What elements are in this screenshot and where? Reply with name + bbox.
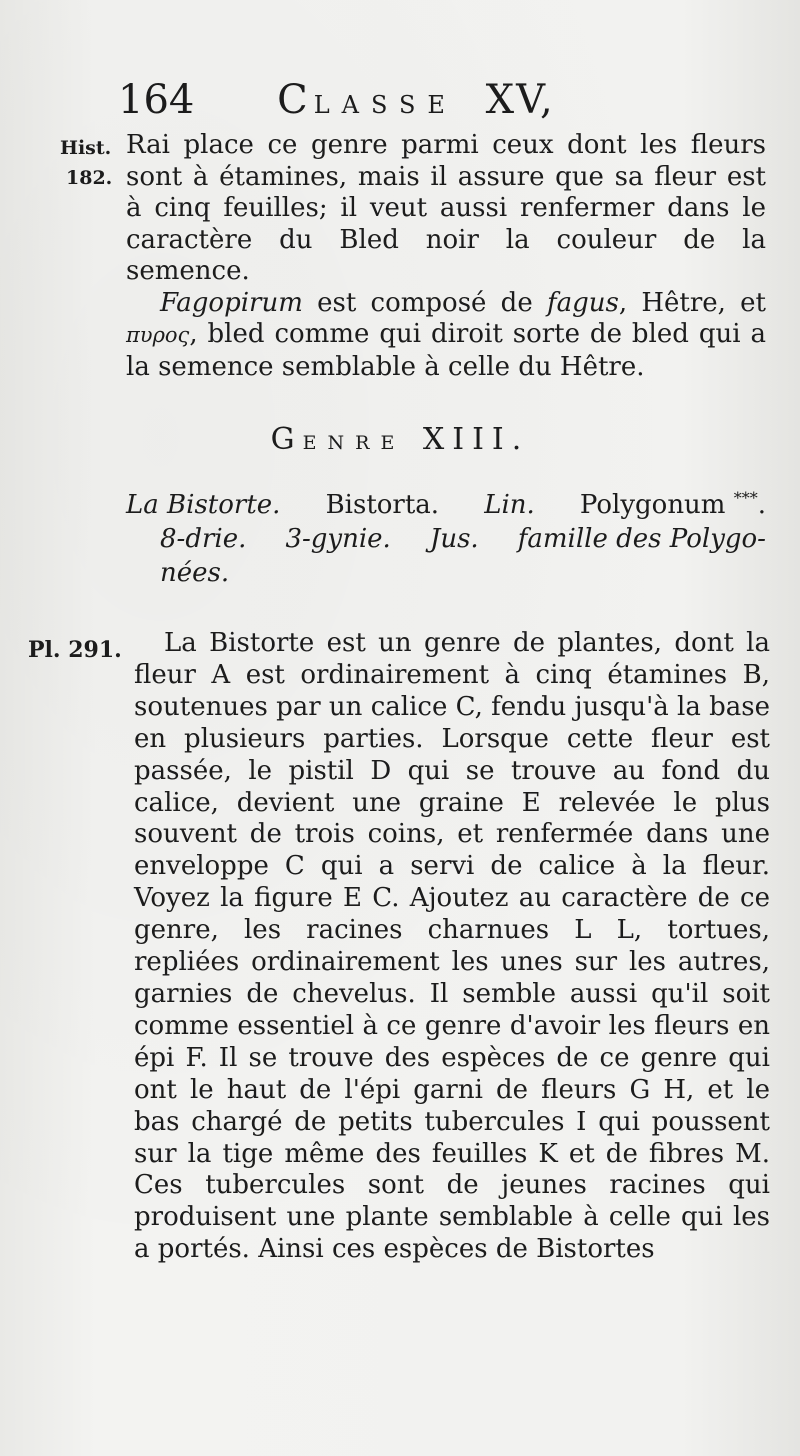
intro-text-span: est composé de — [302, 287, 547, 318]
margin-note-hist: Hist. — [60, 137, 112, 159]
class-heading — [277, 77, 457, 123]
class-trigynia: 3-gynie. — [285, 524, 391, 554]
description-paragraph: La Bistorte est un genre de plantes, dont la fleur A est ordinairement à cinq étamines B, soutenues par un calice C, fendu jusqu'à la base en plusieurs parties. Lorsque cette fleur est passée, le pistil D qui se trouve au fond du calice, devient une graine E relevée le plus souvent de trois coins, et renfermée dans une enveloppe C qui a servi de calice à la fleur. Voyez la figure E C. Ajoutez au caractère de ce genre, les racines charnues L L, tortues, repliées ordinairement les unes sur les autres, garnies de chevelus. Il semble aussi qu'il soit comme essentiel à ce genre d'avoir les fleurs en épi F. Il se trouve des espèces de ce genre qui ont le haut de l'épi garni de fleurs G H, et le bas chargé de petits tubercules I qui poussent sur la tige même des feuilles K et de fibres M. Ces tubercules sont de jeunes racines qui produisent une plante semblable à celle qui les a portés. Ainsi ces espèces de Bistortes — [134, 628, 770, 1265]
end-period: . — [757, 490, 766, 520]
lin-abbrev: Lin. — [484, 490, 535, 520]
genus-title — [126, 488, 766, 590]
class-heading-rest: LASSE — [313, 91, 457, 119]
genre-number: XIII. — [422, 422, 530, 457]
intro-text-span: , Hêtre, et — [618, 287, 767, 318]
description-text — [134, 628, 770, 1266]
fagopirum-word: Fagopirum — [160, 287, 303, 318]
genus-title-line-2 — [126, 522, 766, 556]
linnaeus-name — [580, 488, 766, 522]
family-name-end: nées. — [160, 558, 230, 588]
intro-paragraph-1 — [126, 130, 766, 288]
genre-heading — [0, 420, 800, 463]
jus-abbrev: Jus. — [429, 524, 479, 554]
genre-initial: G — [270, 422, 303, 457]
fagus-word: fagus — [546, 287, 619, 318]
class-number: XV, — [485, 77, 555, 123]
intro-paragraph-2 — [126, 288, 766, 384]
intro-text-span: , bled comme qui diroit sorte de bled qui a la semence semblable à celle du Hêtre. — [126, 319, 766, 382]
margin-note-hist-ref: 182. — [66, 167, 113, 189]
stars-mark: *** — [733, 488, 758, 508]
linnaeus-genus: Polygonum — [579, 490, 726, 520]
running-header — [118, 70, 555, 130]
greek-word: πυρος — [126, 323, 190, 347]
page-number: 164 — [118, 77, 195, 123]
intro-text — [126, 130, 766, 383]
genre-rest: ENRE — [302, 432, 406, 454]
french-name: La Bistorte. — [126, 490, 281, 520]
genus-title-line-3 — [126, 556, 766, 590]
genus-title-line-1 — [126, 488, 766, 522]
latin-name: Bistorta. — [325, 490, 440, 520]
intro-paragraph-1-text: Rai place ce genre parmi ceux dont les fleurs sont à étamines, mais il assure que sa fleur est à cinq feuilles; il veut aussi renfermer dans le caractère du Bled noir la couleur de la semence. — [126, 130, 766, 286]
margin-note-plate: Pl. 291. — [28, 637, 122, 663]
family-name: famille des Polygo- — [517, 524, 766, 554]
class-heading-initial: C — [277, 77, 314, 123]
class-octandria: 8-drie. — [160, 524, 247, 554]
